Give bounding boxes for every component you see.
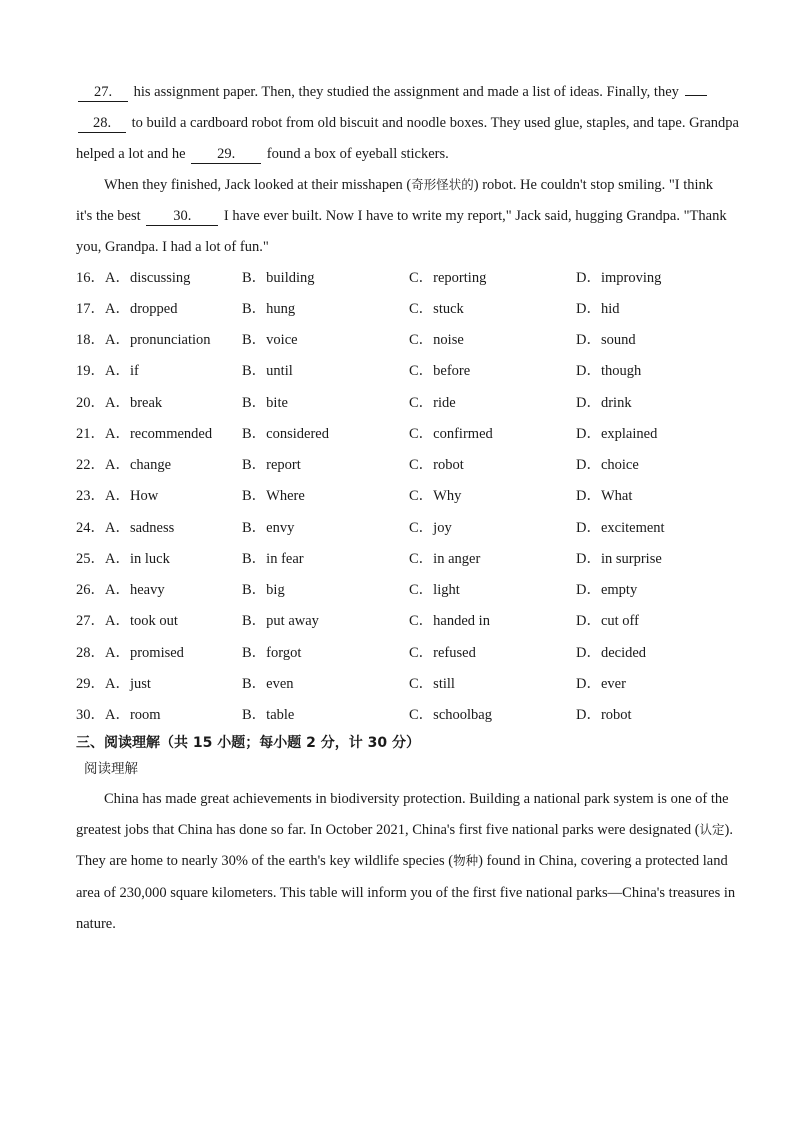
question-26 bbox=[76, 580, 756, 600]
option-a[interactable]: A．break bbox=[105, 395, 163, 411]
question-16 bbox=[76, 268, 756, 288]
question-24 bbox=[76, 518, 756, 538]
question-25 bbox=[76, 549, 756, 569]
option-b[interactable]: B．bite bbox=[242, 395, 288, 411]
option-d[interactable]: D．What bbox=[576, 488, 633, 504]
question-28 bbox=[76, 643, 756, 663]
option-d[interactable]: D．drink bbox=[576, 395, 632, 411]
cloze-text: to build a cardboard robot from old biscuit and noodle boxes. They used glue, staples, and tape. Grandpa bbox=[128, 115, 739, 131]
question-22 bbox=[76, 455, 756, 475]
question-number: 18． bbox=[76, 332, 105, 348]
cloze-text: When they finished, Jack looked at their misshapen ( bbox=[104, 177, 412, 193]
option-d[interactable]: D．decided bbox=[576, 645, 647, 661]
cloze-line-1 bbox=[76, 82, 756, 102]
option-b[interactable]: B．considered bbox=[242, 426, 329, 442]
option-d[interactable]: D．ever bbox=[576, 676, 626, 692]
cloze-text: you, Grandpa. I had a lot of fun." bbox=[76, 239, 269, 255]
option-a[interactable]: A．just bbox=[105, 676, 151, 692]
option-b[interactable]: B．Where bbox=[242, 488, 305, 504]
option-a[interactable]: A．sadness bbox=[105, 520, 175, 536]
option-b[interactable]: B．forgot bbox=[242, 645, 302, 661]
question-number: 28． bbox=[76, 645, 105, 661]
option-b[interactable]: B．voice bbox=[242, 332, 298, 348]
cloze-blank-29: 29. bbox=[191, 145, 261, 164]
question-27 bbox=[76, 611, 756, 631]
option-d[interactable]: D．sound bbox=[576, 332, 636, 348]
option-d[interactable]: D．robot bbox=[576, 707, 632, 723]
question-number: 29． bbox=[76, 676, 105, 692]
reading-line-5 bbox=[76, 914, 756, 934]
option-a[interactable]: A．discussing bbox=[105, 270, 191, 286]
option-d[interactable]: D．in surprise bbox=[576, 551, 662, 567]
option-a[interactable]: A．if bbox=[105, 363, 139, 379]
cloze-blank-28-start bbox=[685, 95, 707, 96]
reading-line-2 bbox=[76, 820, 756, 840]
option-d[interactable]: D．empty bbox=[576, 582, 638, 598]
question-23 bbox=[76, 486, 756, 506]
question-number: 24． bbox=[76, 520, 105, 536]
question-number: 19． bbox=[76, 363, 105, 379]
question-number: 20． bbox=[76, 395, 105, 411]
option-b[interactable]: B．envy bbox=[242, 520, 295, 536]
section-heading: 三、阅读理解（共 15 小题；每小题 2 分，计 30 分） bbox=[76, 735, 420, 751]
question-number: 22． bbox=[76, 457, 105, 473]
reading-text: They are home to nearly 30% of the earth's key wildlife species ( bbox=[76, 853, 454, 869]
option-c[interactable]: C．stuck bbox=[409, 301, 464, 317]
reading-line-4 bbox=[76, 883, 756, 903]
cloze-text: it's the best bbox=[76, 208, 145, 224]
option-b[interactable]: B．put away bbox=[242, 613, 319, 629]
cloze-text: ) robot. He couldn't stop smiling. "I think bbox=[473, 177, 714, 193]
option-a[interactable]: A．dropped bbox=[105, 301, 178, 317]
option-a[interactable]: A．heavy bbox=[105, 582, 165, 598]
question-number: 16． bbox=[76, 270, 105, 286]
cloze-line-2 bbox=[76, 113, 756, 133]
reading-text: China has made great achievements in biodiversity protection. Building a national park system is one of the bbox=[104, 791, 729, 807]
reading-text: nature. bbox=[76, 916, 116, 932]
option-b[interactable]: B．big bbox=[242, 582, 285, 598]
option-d[interactable]: D．choice bbox=[576, 457, 639, 473]
reading-text: ) found in China, covering a protected land bbox=[478, 853, 728, 869]
question-19 bbox=[76, 361, 756, 381]
option-c[interactable]: C．reporting bbox=[409, 270, 487, 286]
option-d[interactable]: D．hid bbox=[576, 301, 620, 317]
option-a[interactable]: A．How bbox=[105, 488, 159, 504]
option-c[interactable]: C．schoolbag bbox=[409, 707, 492, 723]
option-b[interactable]: B．report bbox=[242, 457, 301, 473]
question-17 bbox=[76, 299, 756, 319]
question-number: 23． bbox=[76, 488, 105, 504]
reading-text: ). bbox=[724, 822, 734, 838]
question-number: 17． bbox=[76, 301, 105, 317]
option-b[interactable]: B．building bbox=[242, 270, 315, 286]
cloze-text: found a box of eyeball stickers. bbox=[263, 146, 449, 162]
cloze-text: I have ever built. Now I have to write my report," Jack said, hugging Grandpa. "Thank bbox=[220, 208, 727, 224]
section-subheading: 阅读理解 bbox=[84, 761, 138, 777]
question-number: 26． bbox=[76, 582, 105, 598]
option-d[interactable]: D．cut off bbox=[576, 613, 639, 629]
option-c[interactable]: C．refused bbox=[409, 645, 476, 661]
reading-text: area of 230,000 square kilometers. This table will inform you of the first five national parks—China's treasures in bbox=[76, 885, 736, 901]
cloze-cjk-gloss: 奇形怪状的 bbox=[411, 177, 474, 192]
cloze-text: helped a lot and he bbox=[76, 146, 190, 162]
option-c[interactable]: C．before bbox=[409, 363, 471, 379]
question-29 bbox=[76, 674, 756, 694]
option-b[interactable]: B．table bbox=[242, 707, 295, 723]
option-a[interactable]: A．in luck bbox=[105, 551, 170, 567]
reading-cjk-gloss: 认定 bbox=[699, 822, 725, 837]
question-number: 21． bbox=[76, 426, 105, 442]
reading-cjk-gloss: 物种 bbox=[453, 853, 479, 868]
option-a[interactable]: A．took out bbox=[105, 613, 178, 629]
question-18 bbox=[76, 330, 756, 350]
cloze-blank-30: 30. bbox=[146, 207, 218, 226]
reading-text: greatest jobs that China has done so far. In October 2021, China's first five national parks were designated ( bbox=[76, 822, 700, 838]
option-c[interactable]: C．confirmed bbox=[409, 426, 493, 442]
option-c[interactable]: C．in anger bbox=[409, 551, 481, 567]
cloze-line-4 bbox=[104, 175, 784, 195]
option-c[interactable]: C．still bbox=[409, 676, 455, 692]
question-number: 27． bbox=[76, 613, 105, 629]
cloze-line-6 bbox=[76, 237, 756, 257]
option-d[interactable]: D．though bbox=[576, 363, 642, 379]
option-c[interactable]: C．Why bbox=[409, 488, 462, 504]
cloze-text: his assignment paper. Then, they studied the assignment and made a list of ideas. Finally, they bbox=[130, 84, 683, 100]
cloze-line-3 bbox=[76, 144, 756, 164]
reading-line-1 bbox=[104, 789, 784, 809]
option-c[interactable]: C．robot bbox=[409, 457, 464, 473]
option-d[interactable]: D．improving bbox=[576, 270, 662, 286]
option-b[interactable]: B．even bbox=[242, 676, 294, 692]
question-20 bbox=[76, 393, 756, 413]
option-d[interactable]: D．excitement bbox=[576, 520, 665, 536]
option-b[interactable]: B．in fear bbox=[242, 551, 304, 567]
option-a[interactable]: A．promised bbox=[105, 645, 184, 661]
option-a[interactable]: A．room bbox=[105, 707, 161, 723]
option-c[interactable]: C．light bbox=[409, 582, 460, 598]
option-c[interactable]: C．handed in bbox=[409, 613, 490, 629]
option-b[interactable]: B．until bbox=[242, 363, 293, 379]
question-21 bbox=[76, 424, 756, 444]
cloze-line-5 bbox=[76, 206, 756, 226]
reading-line-3 bbox=[76, 851, 756, 871]
option-a[interactable]: A．recommended bbox=[105, 426, 213, 442]
option-c[interactable]: C．noise bbox=[409, 332, 464, 348]
option-c[interactable]: C．joy bbox=[409, 520, 452, 536]
cloze-blank-27: 27. bbox=[78, 83, 128, 102]
option-b[interactable]: B．hung bbox=[242, 301, 296, 317]
option-d[interactable]: D．explained bbox=[576, 426, 658, 442]
question-number: 30． bbox=[76, 707, 105, 723]
option-a[interactable]: A．pronunciation bbox=[105, 332, 211, 348]
question-number: 25． bbox=[76, 551, 105, 567]
option-a[interactable]: A．change bbox=[105, 457, 172, 473]
question-30 bbox=[76, 705, 756, 725]
option-c[interactable]: C．ride bbox=[409, 395, 456, 411]
cloze-blank-28: 28. bbox=[78, 114, 126, 133]
